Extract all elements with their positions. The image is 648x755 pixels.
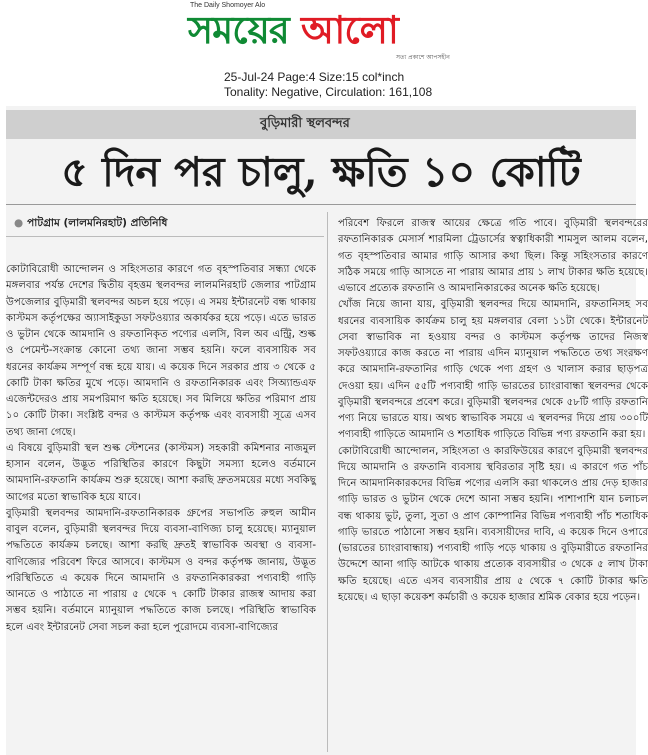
masthead-tagline: The Daily Shomoyer Alo [190,2,266,9]
article-byline [14,216,167,233]
paragraph: কোটাবিরোধী আন্দোলন, সহিংসতা ও কারফিউয়ের কারণে বুড়িমারী স্থলবন্দর দিয়ে আমদানি ও রফতানি ব্যবসায় স্থবিরতার সৃষ্টি হয়। এ কারণে গত পাঁচ দিনে আমদানিকারকদের বিভিন্ন পণ্যের এলসি করা থাকলেও প্রায় দেড় হাজার গাড়ি ভারত ও ভুটান থেকে দেশে আনা সম্ভব হয়নি। পাশাপাশি যান চলাচল বন্ধ থাকায় ভুট, তুলা, সুতা ও প্রাণ কোম্পানির বিভিন্ন পণ্যবাহী পাঁচ শতাধিক গাড়ি ভারতে পাঠানো সম্ভব হয়নি। ব্যবসায়ীদের দাবি, এ কয়েক দিনে ওপারে (ভারতের চ্যাংরাবান্ধায়) পণ্যবাহী গাড়ি পড়ে থাকায় ও বুড়িমারীতে রফতানির উদ্দেশে আনা গাড়ি আটকে থাকায় প্রত্যেক ব্যবসায়ীর ৩ থেকে ৫ লাখ টাকা ক্ষতি হয়েছে। এতে এসব ব্যবসায়ীর প্রায় ৫ থেকে ৭ কোটি টাকার ক্ষতি হয়েছে। এ ছাড়া কয়েকশ কর্মচারী ও কয়েক হাজার শ্রমিক বেকার হয়ে পড়েন। [338,445,648,603]
column-separator [327,212,328,752]
headline-divider [6,204,636,205]
logo-text-red: আলো [301,8,398,52]
paragraph: খোঁজ নিয়ে জানা যায়, বুড়িমারী স্থলবন্দর দিয়ে আমদানি, রফতানিসহ সব ধরনের ব্যবসায়িক কার্যক্রম চালু হয় মঙ্গলবার বেলা ১১টা থেকে। ইন্টারনেট সেবা স্বাভাবিক না হওয়ায় বন্দর ও কাস্টমস কর্তৃপক্ষ তাদের নিজস্ব সফটওয়্যারে কাজ করতে না পারায় এদিন ম্যানুয়াল পদ্ধতিতে তথ্য সংরক্ষণ করে আমদানি-রফতানির গাড়ি থেকে পণ্য গ্রহণ ও খালাস করার ছাড়পত্র দেওয়া হয়। এদিন ৫৫টি পণ্যবাহী গাড়ি ভারতের চ্যাংরাবান্ধা স্থলবন্দর থেকে বুড়িমারী স্থলবন্দরে প্রবেশ করে। বুড়িমারী স্থলবন্দর থেকে ৫৮টি গাড়ি রফতানি পণ্য নিয়ে ভারতে যায়। অথচ স্বাভাবিক সময়ে এ স্থলবন্দর দিয়ে প্রায় ৩০০টি পণ্যবাহী গাড়িতে আমদানি ও শতাধিক গাড়িতে বিভিন্ন পণ্য রফতানি করা হয়। [338,299,648,441]
logo-subline: সত্য প্রকাশে আপসহীন [396,54,450,61]
paragraph: বুড়িমারী স্থলবন্দর আমদানি-রফতানিকারক গ্রুপের সভাপতি রুহুল আমীন বাবুল বলেন, বুড়িমারী স্থলবন্দর দিয়ে ব্যবসা-বাণিজ্য চালু হয়েছে। ম্যানুয়াল পদ্ধতিতে কার্যক্রম চলছে। আশা করছি দ্রুতই স্বাভাবিক অবস্থা ও ব্যবসা-বাণিজ্যের পরিবেশ ফিরে আসবে। কাস্টমস ও বন্দর কর্তৃপক্ষ জানায়, উদ্ভূত পরিস্থিতিতে এ কয়েক দিনে আমদানি ও রফতানিকারকরা পণ্যবাহী গাড়ি আনতে ও পাঠাতে না পারায় ৫ থেকে ৭ কোটি টাকার রাজস্ব আদায় করা সম্ভব হয়নি। বর্তমানে ম্যানুয়াল পদ্ধতিতে কাজ চলছে। পরিস্থিতি স্বাভাবিক হলে এবং ইন্টারনেট সেবা সচল করা হলে পুরোদমে ব্যবসা-বাণিজ্যের [6,507,316,633]
article-column-left [6,262,316,636]
paragraph: কোটাবিরোধী আন্দোলন ও সহিংসতার কারণে গত বৃহস্পতিবার সন্ধ্যা থেকে মঙ্গলবার পর্যন্ত দেশের দ্বিতীয় বৃহত্তম স্থলবন্দর লালমনিরহাট জেলার পাটগ্রাম উপজেলার বুড়িমারী স্থলবন্দর অচল হয়ে পড়ে। এ সময় ইন্টারনেট বন্ধ থাকায় কাস্টমস কর্তৃপক্ষের অ্যাসাইকুডা সফটওয়্যার অকার্যকর হয়ে পড়ে। এতে ভারত ও ভুটান থেকে আমদানি ও রফতানিকৃত পণ্যের এলসি, বিল অব এন্ট্রি, শুল্ক ও পেমেন্ট-সংক্রান্ত কোনো তথ্য জানা সম্ভব হয়নি। ফলে ব্যবসায়িক সব ধরনের কার্যক্রম সম্পূর্ণ বন্ধ হয়ে যায়। এ কয়েক দিনে সরকার প্রায় ৩ থেকে ৫ কোটি টাকা ক্ষতির মুখে পড়ে। আমদানি ও রফতানিকারক এবং সিঅ্যান্ডএফ এজেন্টদেরও প্রায় সমপরিমাণ ক্ষতি হয়েছে। সব মিলিয়ে ক্ষতির পরিমাণ প্রায় ১০ কোটি টাকা। সংশ্লিষ্ট বন্দর ও কাস্টমস কর্তৃপক্ষ এবং ব্যবসায়ী সূত্রে এসব তথ্য জানা গেছে। [6,264,316,438]
paragraph: পরিবেশ ফিরলে রাজস্ব আয়ের ক্ষেত্রে গতি পাবে। বুড়িমারী স্থলবন্দরের রফতানিকারক মেসার্স শারমিলা ট্রেডার্সের স্বত্বাধিকারী শামসুল আলম বলেন, গত বৃহস্পতিবার আমার গাড়ি আসার কথা ছিল। কিন্তু সহিংসতার কারণে সঠিক সময়ে গাড়ি আসতে না পারায় আমার প্রায় ১ লাখ টাকার ক্ষতি হয়েছে। এভাবে প্রত্যেক রফতানি ও আমদানিকারকের অনেক ক্ষতি হয়েছে। [338,218,648,294]
article-column-right [338,216,648,606]
meta-line-date-page-size: 25-Jul-24 Page:4 Size:15 col*inch [224,70,405,84]
section-label: বুড়িমারী স্থলবন্দর [260,116,350,131]
meta-line-tonality-circulation: Tonality: Negative, Circulation: 161,108 [224,85,433,99]
bullet-icon: ● [14,217,24,229]
byline-text: পাটগ্রাম (লালমনিরহাট) প্রতিনিধি [27,217,168,229]
article-headline: ৫ দিন পর চালু, ক্ষতি ১০ কোটি [61,148,581,196]
clipping-meta [224,70,432,100]
newspaper-logo [188,8,398,52]
byline-divider [6,236,324,237]
logo-text-green: সময়ের [188,8,301,52]
masthead [0,0,648,68]
paragraph: এ বিষয়ে বুড়িমারী স্থল শুল্ক স্টেশনের (কাস্টমস) সহকারী কমিশনার নাজমুল হাসান বলেন, উদ্ভূত পরিস্থিতির কারণে কিছুটা সমস্যা হলেও বর্তমানে আমদানি-রফতানি কার্যক্রম শুরু হয়েছে। আশা করছি দ্রুতসময়ের মধ্যে সবকিছু আগের মতো স্বাভাবিক হয়ে যাবে। [6,442,316,503]
